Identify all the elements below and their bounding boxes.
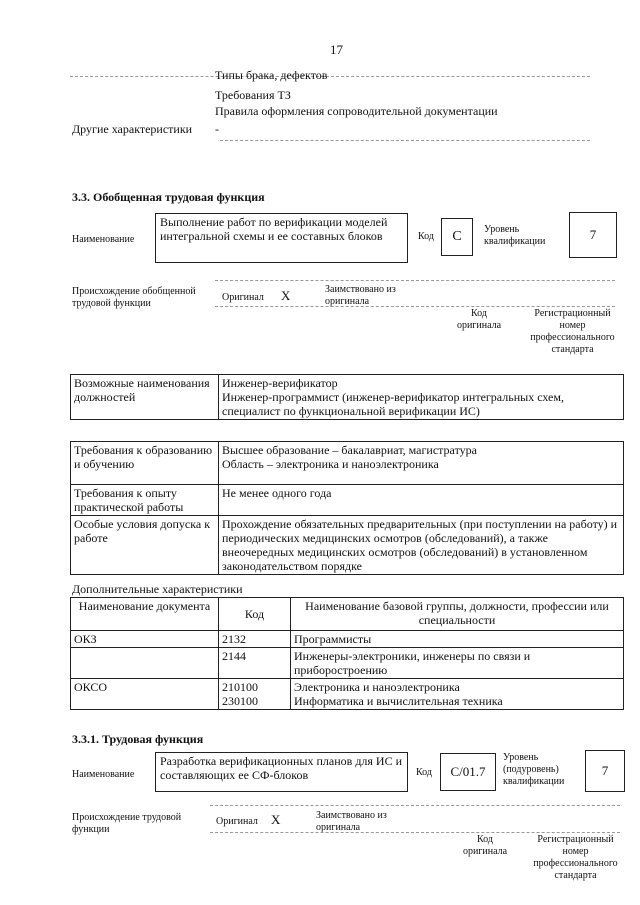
req-value: Не менее одного года — [219, 485, 624, 516]
gtf-code-value: С — [452, 229, 462, 244]
requirements-table — [70, 441, 624, 575]
tf-borrowed-label: Заимствовано из оригинала — [316, 810, 387, 833]
gtf-code-box — [441, 218, 473, 256]
table-row — [71, 648, 624, 679]
table-row — [71, 442, 624, 485]
gtf-name-value: Выполнение работ по верификации моделей интегральной схемы и ее составных блоков — [160, 215, 388, 243]
tf-name-box — [155, 752, 408, 792]
cell-doc: ОКСО — [71, 679, 219, 710]
gtf-name-label: Наименование — [72, 234, 135, 245]
tf-level-label: Уровень (подуровень) квалификации — [503, 752, 565, 787]
table-row — [71, 679, 624, 710]
tf-original-mark: Х — [271, 812, 281, 827]
tf-heading: 3.3.1. Трудовая функция — [72, 732, 204, 746]
table-row — [71, 516, 624, 575]
page-number: 17 — [330, 42, 343, 57]
tf-code-box — [440, 753, 496, 791]
tf-code-value: С/01.7 — [450, 764, 486, 779]
gtf-level-box — [569, 212, 617, 258]
gtf-level-value: 7 — [589, 227, 597, 242]
divider — [210, 832, 620, 833]
gtf-reg-number-label: Регистрационный номер профессионального стандарта — [530, 308, 615, 355]
table-row — [71, 485, 624, 516]
divider — [210, 805, 620, 806]
gtf-heading: 3.3. Обобщенная трудовая функция — [72, 190, 265, 204]
additional-table — [70, 597, 624, 710]
other-characteristics-label: Другие характеристики — [72, 122, 193, 136]
req-label: Требования к образованию и обучению — [71, 442, 219, 485]
divider — [70, 76, 590, 77]
top-line-3: Правила оформления сопроводительной документации — [215, 104, 498, 118]
top-line-2: Требования ТЗ — [215, 88, 291, 102]
req-value: Высшее образование – бакалавриат, магистратура Область – электроника и наноэлектроника — [219, 442, 624, 485]
divider — [215, 280, 615, 281]
positions-label: Возможные наименования должностей — [71, 375, 219, 420]
divider — [220, 140, 590, 141]
tf-level-value: 7 — [601, 763, 609, 778]
tf-code-label: Код — [416, 767, 432, 778]
header-cell: Наименование базовой группы, должности, профессии или специальности — [291, 598, 624, 631]
req-label: Требования к опыту практической работы — [71, 485, 219, 516]
tf-reg-number-label: Регистрационный номер профессионального стандарта — [533, 834, 618, 881]
cell-name: Программисты — [291, 631, 624, 648]
header-cell: Код — [219, 598, 291, 631]
positions-value: Инженер-верификатор Инженер-программист (инженер-верификатор интегральных схем, специалист по функциональной верификации ИС) — [219, 375, 624, 420]
other-characteristics-value: - — [215, 122, 219, 136]
cell-doc: ОКЗ — [71, 631, 219, 648]
header-cell: Наименование документа — [71, 598, 219, 631]
gtf-code-original-label: Код оригинала — [456, 308, 502, 331]
tf-origin-label: Происхождение трудовой функции — [72, 812, 182, 835]
gtf-original-mark: Х — [281, 288, 291, 303]
gtf-origin-label: Происхождение обобщенной трудовой функции — [72, 286, 196, 309]
req-label: Особые условия допуска к работе — [71, 516, 219, 575]
cell-code: 2144 — [219, 648, 291, 679]
top-line-1: Типы брака, дефектов — [215, 68, 328, 82]
gtf-name-box — [155, 213, 408, 263]
tf-level-box — [585, 750, 625, 792]
gtf-borrowed-label: Заимствовано из оригинала — [325, 284, 396, 307]
positions-table — [70, 374, 624, 420]
tf-original-label: Оригинал — [216, 816, 258, 827]
table-row — [71, 631, 624, 648]
tf-name-label: Наименование — [72, 769, 135, 780]
tf-code-original-label: Код оригинала — [462, 834, 508, 857]
cell-name: Электроника и наноэлектроника Информатика и вычислительная техника — [291, 679, 624, 710]
additional-title: Дополнительные характеристики — [72, 582, 243, 596]
req-value: Прохождение обязательных предварительных (при поступлении на работу) и периодических медицинских осмотров (обследований), а также внеочередных медицинских осмотров (обследований) в установленном законодательством порядке — [219, 516, 624, 575]
gtf-original-label: Оригинал — [222, 292, 264, 303]
cell-code: 2132 — [219, 631, 291, 648]
cell-name: Инженеры-электроники, инженеры по связи и приборостроению — [291, 648, 624, 679]
table-header-row — [71, 598, 624, 631]
tf-name-value: Разработка верификационных планов для ИС и составляющих ее СФ-блоков — [160, 754, 403, 782]
gtf-level-label: Уровень квалификации — [484, 224, 546, 247]
cell-doc — [71, 648, 219, 679]
cell-code: 210100 230100 — [219, 679, 291, 710]
divider — [215, 306, 615, 307]
gtf-code-label: Код — [418, 231, 434, 242]
